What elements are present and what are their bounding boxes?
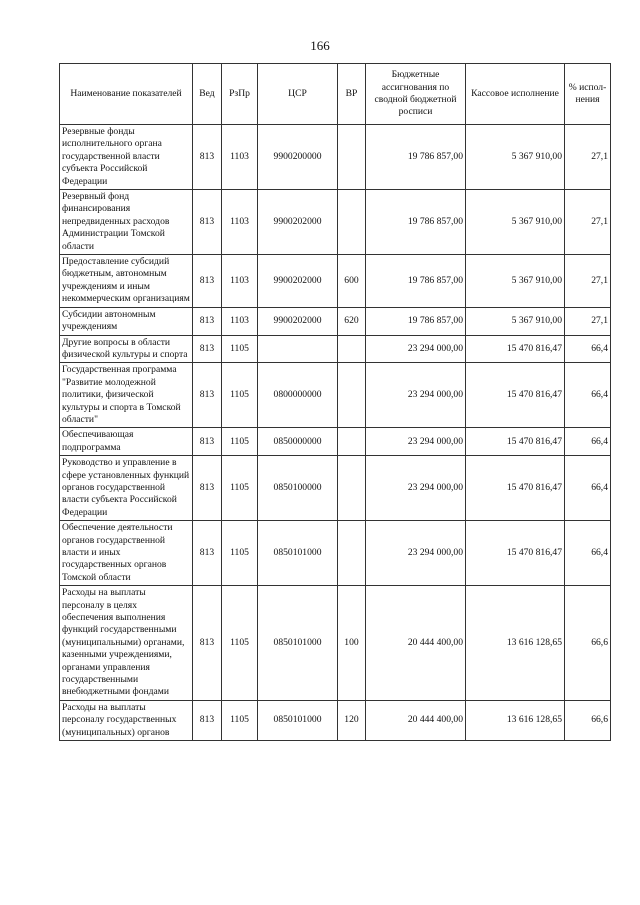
header-csr: ЦСР [258,64,338,125]
row-ved: 813 [193,456,222,521]
row-budget: 23 294 000,00 [366,363,466,428]
row-ved: 813 [193,586,222,701]
table-row [60,255,611,308]
row-vr [338,190,366,255]
row-percent: 66,6 [565,700,611,740]
row-cash: 15 470 816,47 [466,363,565,428]
row-budget: 23 294 000,00 [366,521,466,586]
row-ved: 813 [193,428,222,456]
row-cash: 5 367 910,00 [466,307,565,335]
row-vr: 100 [338,586,366,701]
row-name: Субсидии автономным учреждениям [60,307,193,335]
row-vr [338,335,366,363]
row-csr: 9900202000 [258,255,338,308]
row-ved: 813 [193,521,222,586]
header-vr: ВР [338,64,366,125]
row-rzpr: 1105 [222,456,258,521]
row-budget: 19 786 857,00 [366,255,466,308]
row-vr [338,363,366,428]
header-cash: Кассовое исполнение [466,64,565,125]
row-vr: 620 [338,307,366,335]
table-row [60,700,611,740]
row-percent: 66,6 [565,586,611,701]
row-rzpr: 1105 [222,586,258,701]
row-percent: 27,1 [565,307,611,335]
row-budget: 19 786 857,00 [366,125,466,190]
row-percent: 66,4 [565,521,611,586]
row-budget: 23 294 000,00 [366,428,466,456]
row-name: Обеспечение деятельности органов государственной власти и иных государственных органов Томской области [60,521,193,586]
row-budget: 19 786 857,00 [366,190,466,255]
table-header-row [60,64,611,125]
row-rzpr: 1103 [222,307,258,335]
row-vr [338,428,366,456]
row-budget: 19 786 857,00 [366,307,466,335]
row-cash: 15 470 816,47 [466,456,565,521]
row-name: Руководство и управление в сфере установленных функций органов государственной власти субъекта Российской Федерации [60,456,193,521]
row-rzpr: 1105 [222,700,258,740]
table-row [60,586,611,701]
row-vr [338,521,366,586]
table-row [60,190,611,255]
row-name: Резервные фонды исполнительного органа государственной власти субъекта Российской Федерации [60,125,193,190]
row-csr: 9900202000 [258,190,338,255]
header-name: Наименование показателей [60,64,193,125]
row-cash: 15 470 816,47 [466,335,565,363]
row-ved: 813 [193,335,222,363]
row-cash: 15 470 816,47 [466,428,565,456]
table-row [60,363,611,428]
row-rzpr: 1103 [222,255,258,308]
page-number: 166 [310,38,330,53]
row-cash: 13 616 128,65 [466,586,565,701]
row-name: Другие вопросы в области физической культуры и спорта [60,335,193,363]
row-name: Обеспечивающая подпрограмма [60,428,193,456]
row-csr [258,335,338,363]
row-ved: 813 [193,190,222,255]
row-budget: 23 294 000,00 [366,335,466,363]
row-csr: 0850101000 [258,521,338,586]
table-row [60,125,611,190]
row-name: Предоставление субсидий бюджетным, автономным учреждениям и иным некоммерческим организациям [60,255,193,308]
row-csr: 9900202000 [258,307,338,335]
header-ved: Вед [193,64,222,125]
row-percent: 27,1 [565,255,611,308]
header-percent: % испол-нения [565,64,611,125]
row-rzpr: 1103 [222,190,258,255]
row-csr: 0850000000 [258,428,338,456]
row-vr [338,456,366,521]
budget-table [59,63,611,741]
row-ved: 813 [193,307,222,335]
row-percent: 66,4 [565,428,611,456]
row-cash: 5 367 910,00 [466,190,565,255]
row-csr: 9900200000 [258,125,338,190]
row-ved: 813 [193,363,222,428]
header-rzpr: РзПр [222,64,258,125]
row-percent: 66,4 [565,363,611,428]
row-name: Государственная программа "Развитие молодежной политики, физической культуры и спорта в Томской области" [60,363,193,428]
table-row [60,335,611,363]
row-ved: 813 [193,700,222,740]
row-name: Расходы на выплаты персоналу государственных (муниципальных) органов [60,700,193,740]
row-budget: 23 294 000,00 [366,456,466,521]
table-row [60,456,611,521]
row-rzpr: 1103 [222,125,258,190]
row-cash: 15 470 816,47 [466,521,565,586]
row-csr: 0850100000 [258,456,338,521]
row-rzpr: 1105 [222,335,258,363]
row-vr [338,125,366,190]
row-name: Резервный фонд финансирования непредвиденных расходов Администрации Томской области [60,190,193,255]
row-rzpr: 1105 [222,521,258,586]
row-percent: 66,4 [565,335,611,363]
row-cash: 5 367 910,00 [466,255,565,308]
table-row [60,521,611,586]
row-percent: 27,1 [565,190,611,255]
row-csr: 0850101000 [258,586,338,701]
row-percent: 27,1 [565,125,611,190]
row-percent: 66,4 [565,456,611,521]
row-vr: 600 [338,255,366,308]
row-name: Расходы на выплаты персоналу в целях обеспечения выполнения функций государственными (муниципальными) органами, казенными учреждениями, органами управления государственными внебюджетными фондами [60,586,193,701]
row-rzpr: 1105 [222,428,258,456]
row-ved: 813 [193,125,222,190]
row-csr: 0850101000 [258,700,338,740]
table-row [60,307,611,335]
row-vr: 120 [338,700,366,740]
row-csr: 0800000000 [258,363,338,428]
row-rzpr: 1105 [222,363,258,428]
header-budget: Бюджетные ассигнования по сводной бюджетной росписи [366,64,466,125]
row-ved: 813 [193,255,222,308]
row-budget: 20 444 400,00 [366,700,466,740]
row-cash: 5 367 910,00 [466,125,565,190]
table-row [60,428,611,456]
row-budget: 20 444 400,00 [366,586,466,701]
row-cash: 13 616 128,65 [466,700,565,740]
